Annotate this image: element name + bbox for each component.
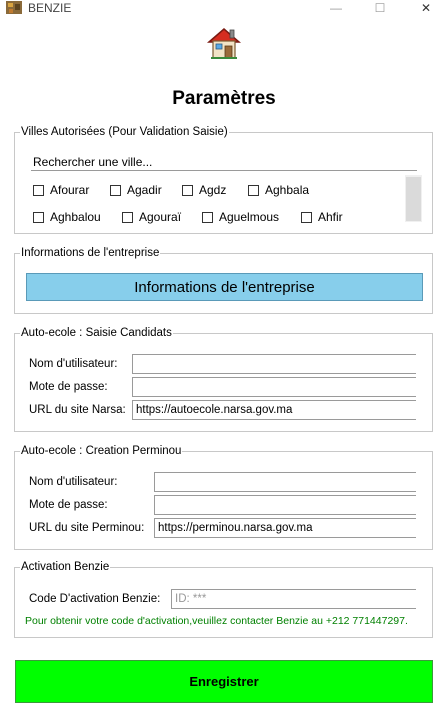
- checkbox-box[interactable]: [248, 185, 259, 196]
- perminou-username-label: Nom d'utilisateur:: [29, 476, 118, 488]
- saisie-password-label: Mote de passe:: [29, 381, 108, 393]
- perminou-url-input[interactable]: https://perminou.narsa.gov.ma: [154, 518, 416, 538]
- perminou-password-input[interactable]: [154, 495, 416, 515]
- perminou-username-input[interactable]: [154, 472, 416, 492]
- perminou-legend: Auto-ecole : Creation Perminou: [21, 445, 182, 457]
- city-checkbox-afourar[interactable]: [33, 183, 89, 197]
- maximize-button[interactable]: [358, 0, 402, 16]
- checkbox-box[interactable]: [33, 212, 44, 223]
- saisie-url-input[interactable]: https://autoecole.narsa.gov.ma: [132, 400, 416, 420]
- city-label: Agadir: [127, 183, 162, 197]
- app-icon: [6, 0, 22, 15]
- cities-scrollbar-thumb[interactable]: [406, 177, 421, 221]
- city-checkbox-aghbala[interactable]: [248, 183, 309, 197]
- maximize-icon: ☐: [374, 1, 386, 15]
- perminou-group: [14, 445, 433, 550]
- checkbox-box[interactable]: [33, 185, 44, 196]
- checkbox-box[interactable]: [301, 212, 312, 223]
- city-label: Aghbalou: [50, 210, 101, 224]
- activation-code-input[interactable]: ID: ***: [171, 589, 416, 609]
- cities-legend: Villes Autorisées (Pour Validation Saisie): [21, 126, 228, 138]
- activation-group: [14, 561, 433, 638]
- minimize-icon: —: [330, 1, 342, 15]
- window-title: BENZIE: [28, 1, 72, 15]
- close-icon: ✕: [420, 1, 432, 15]
- city-checkbox-aguelmous[interactable]: [202, 210, 279, 224]
- checkbox-box[interactable]: [202, 212, 213, 223]
- city-label: Agdz: [199, 183, 227, 197]
- city-checkbox-agadir[interactable]: [110, 183, 162, 197]
- city-label: Afourar: [50, 183, 90, 197]
- perminou-password-label: Mote de passe:: [29, 499, 108, 511]
- saisie-username-label: Nom d'utilisateur:: [29, 358, 118, 370]
- city-label: Aguelmous: [219, 210, 280, 224]
- city-search-input[interactable]: [31, 153, 417, 171]
- city-checkbox-agourai[interactable]: [122, 210, 181, 224]
- city-checkbox-aghbalou[interactable]: [33, 210, 101, 224]
- checkbox-box[interactable]: [182, 185, 193, 196]
- activation-code-label: Code D'activation Benzie:: [29, 593, 161, 605]
- city-label: Aghbala: [265, 183, 310, 197]
- title-bar: [0, 0, 448, 16]
- city-checkbox-ahfir[interactable]: [301, 210, 343, 224]
- checkbox-box[interactable]: [122, 212, 133, 223]
- perminou-url-label: URL du site Perminou:: [29, 522, 145, 534]
- company-info-button[interactable]: Informations de l'entreprise: [26, 273, 423, 301]
- checkbox-box[interactable]: [110, 185, 121, 196]
- saisie-url-label: URL du site Narsa:: [29, 404, 126, 416]
- city-label: Agouraï: [139, 210, 182, 224]
- activation-legend: Activation Benzie: [21, 561, 110, 573]
- saisie-username-input[interactable]: [132, 354, 416, 374]
- saisie-group: [14, 327, 433, 432]
- house-icon: [205, 26, 243, 60]
- cities-group: [14, 126, 433, 234]
- company-legend: Informations de l'entreprise: [21, 247, 160, 259]
- page-title: Paramètres: [172, 88, 276, 109]
- city-label: Ahfir: [318, 210, 343, 224]
- activation-contact-note: Pour obtenir votre code d'activation,veuillez contacter Benzie au +212 771447297.: [25, 615, 408, 627]
- save-button[interactable]: Enregistrer: [15, 660, 433, 703]
- saisie-legend: Auto-ecole : Saisie Candidats: [21, 327, 172, 339]
- city-checkbox-agdz[interactable]: [182, 183, 226, 197]
- company-group: [14, 247, 433, 314]
- close-button[interactable]: [404, 0, 448, 16]
- minimize-button[interactable]: [314, 0, 358, 16]
- saisie-password-input[interactable]: [132, 377, 416, 397]
